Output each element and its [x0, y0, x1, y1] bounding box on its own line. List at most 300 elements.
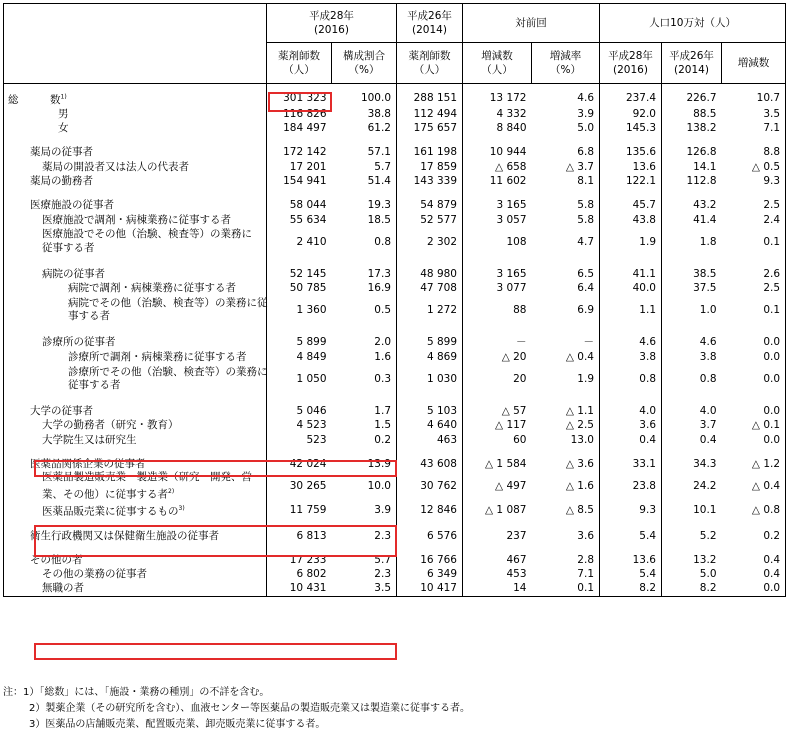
table-cell: 57.1 — [332, 145, 397, 159]
row-label-text: 医薬品販売業に従事するもの — [42, 505, 179, 518]
table-cell: 3.9 — [332, 502, 397, 519]
row-label-text: 大学の従事者 — [30, 405, 93, 418]
table-row — [4, 160, 786, 174]
table-cell: 17 859 — [397, 160, 463, 174]
table-cell: 8.2 — [662, 581, 722, 596]
table-cell: 226.7 — [686, 92, 717, 105]
table-cell: 9.3 — [600, 502, 662, 519]
footnote-3: 3）医薬品の店舗販売業、配置販売業、卸売販売業に従事する者。 — [29, 719, 326, 730]
table-cell: 288 151 — [397, 90, 463, 107]
table-cell: 0.3 — [332, 364, 397, 394]
table-cell: 23.8 — [600, 471, 662, 502]
table-cell: 30 265 — [267, 471, 332, 502]
table-cell: 1.7 — [332, 404, 397, 418]
table-cell: △ 0.4 — [722, 471, 786, 502]
table-row — [4, 581, 786, 596]
table-cell: 1.5 — [332, 418, 397, 432]
table-body — [4, 84, 786, 597]
table-cell: 38.5 — [693, 267, 717, 280]
table-cell: 51.4 — [332, 174, 397, 188]
table-cell: 17.3 — [332, 267, 397, 281]
table-cell: 3 165 — [463, 267, 532, 281]
table-cell: 5.0 — [699, 568, 717, 581]
table-cell: 8 840 — [463, 121, 532, 135]
row-label — [4, 502, 267, 519]
spacer-row — [4, 135, 786, 145]
table-cell: 0.0 — [722, 364, 786, 394]
table-cell: 10.7 — [722, 90, 786, 107]
table-cell: 6.9 — [532, 295, 600, 325]
table-cell: 1 272 — [397, 295, 463, 325]
table-cell: － — [463, 335, 532, 349]
table-row — [4, 213, 786, 227]
table-cell: 6.8 — [532, 145, 600, 159]
table-cell: 10.1 — [693, 504, 717, 516]
row-label — [4, 213, 267, 227]
table-cell: 10.0 — [332, 471, 397, 502]
footnote-ref: 2) — [168, 487, 175, 495]
table-row — [4, 227, 786, 257]
table-cell: 0.4 — [722, 553, 786, 567]
table-cell: △ 0.8 — [722, 502, 786, 519]
table-cell: 100.0 — [332, 90, 397, 107]
table-row — [4, 350, 786, 364]
table-cell: 17 201 — [267, 160, 332, 174]
table-cell: △ 8.5 — [532, 502, 600, 519]
table-cell: 6 349 — [397, 567, 463, 581]
highlight-university-staff — [34, 460, 397, 477]
row-label-text: 総 数 — [8, 93, 61, 106]
table-row — [4, 145, 786, 159]
table-cell: 3.5 — [722, 107, 786, 121]
table-cell: △ 1 087 — [463, 502, 532, 519]
row-label-text: 病院で調剤・病棟業務に従事する者 — [68, 282, 236, 295]
row-label — [4, 227, 267, 257]
table-cell: 154 941 — [267, 174, 332, 188]
table-cell: 3.6 — [600, 418, 662, 432]
table-cell: 37.5 — [693, 282, 717, 295]
table-cell: 467 — [463, 553, 532, 567]
table-cell: 47 708 — [397, 281, 463, 295]
table-cell: 1 050 — [267, 364, 332, 394]
row-label — [4, 364, 267, 394]
table-cell: 145.3 — [600, 121, 662, 135]
table-row — [4, 198, 786, 212]
table-cell: 38.8 — [332, 107, 397, 121]
table-cell: 10 417 — [397, 581, 463, 596]
table-cell: 16 766 — [397, 553, 463, 567]
table-cell: 12 846 — [397, 502, 463, 519]
table-cell: 60 — [463, 433, 532, 447]
table-cell: △ 2.5 — [532, 418, 600, 432]
table-cell: 3.8 — [699, 350, 717, 363]
table-cell: 0.1 — [722, 227, 786, 257]
table-row — [4, 335, 786, 349]
row-label-text: 医療施設で調剤・病棟業務に従事する者 — [42, 213, 231, 226]
table-cell: 3.8 — [600, 350, 662, 364]
header-pharmacists-2016: 薬剤師数 （人） — [267, 43, 332, 84]
table-cell: 2 410 — [267, 227, 332, 257]
table-cell: 463 — [397, 433, 463, 447]
table-cell: 0.0 — [722, 433, 786, 447]
row-label-text: 無職の者 — [42, 582, 84, 595]
pharmacist-statistics-table — [3, 3, 786, 597]
table-cell: 5.8 — [532, 198, 600, 212]
footnote-ref: 1) — [60, 93, 67, 100]
row-label — [4, 267, 267, 281]
table-cell: 1.8 — [699, 235, 717, 248]
table-cell: 52 145 — [267, 267, 332, 281]
table-cell: 0.4 — [722, 567, 786, 581]
table-row — [4, 267, 786, 281]
row-label-text: 診療所の従事者 — [42, 336, 116, 349]
table-cell: 122.1 — [600, 174, 662, 188]
spacer-row — [4, 325, 786, 335]
row-label — [4, 581, 267, 596]
table-cell: 0.1 — [722, 295, 786, 325]
row-label — [4, 433, 267, 447]
table-row — [4, 121, 786, 135]
table-cell: 3 077 — [463, 281, 532, 295]
table-cell: 4 332 — [463, 107, 532, 121]
table-cell: △ 497 — [463, 471, 532, 502]
table-cell: 8.8 — [722, 145, 786, 159]
footnotes — [3, 685, 470, 733]
table-cell: 45.7 — [600, 198, 662, 212]
table-cell: 172 142 — [267, 145, 332, 159]
table-cell: 11 602 — [463, 174, 532, 188]
row-label-text: 大学の勤務者（研究・教育） — [42, 419, 179, 432]
table-cell: 34.3 — [693, 457, 717, 470]
table-cell: 13.6 — [600, 160, 662, 174]
table-cell: 0.5 — [332, 295, 397, 325]
table-cell: 5 103 — [397, 404, 463, 418]
table-cell: 184 497 — [267, 121, 332, 135]
row-label-text: 医療施設の従事者 — [30, 199, 114, 212]
table-cell: 0.0 — [722, 335, 786, 349]
table-cell: 2.5 — [722, 198, 786, 212]
table-cell: 138.2 — [686, 122, 717, 135]
table-cell: △ 658 — [463, 160, 532, 174]
table-cell: 4.6 — [600, 335, 662, 349]
table-cell: 48 980 — [397, 267, 463, 281]
table-cell: 1.6 — [332, 350, 397, 364]
table-cell: 16.9 — [332, 281, 397, 295]
table-cell: △ 1.2 — [722, 457, 786, 471]
spacer-row — [4, 188, 786, 198]
table-cell: 5.4 — [600, 567, 662, 581]
table-cell: 2.6 — [722, 267, 786, 281]
table-cell: 13 172 — [463, 90, 532, 107]
row-label-text: 医療施設でその他（治験、検査等）の業務に従事する者 — [42, 228, 252, 254]
header-row-label — [4, 4, 267, 84]
header-per100k-change: 増減数 — [722, 43, 786, 84]
row-label-text: その他の者 — [30, 553, 83, 566]
row-label-text: 女 — [58, 122, 69, 135]
table-cell: 6 813 — [267, 529, 332, 543]
table-cell: 161 198 — [397, 145, 463, 159]
table-row — [4, 281, 786, 295]
table-cell: 143 339 — [397, 174, 463, 188]
table-cell: 5 899 — [267, 335, 332, 349]
table-row — [4, 418, 786, 432]
row-label-text: 病院でその他（治験、検査等）の業務に従事する者 — [68, 296, 268, 323]
table-cell: 3 165 — [463, 198, 532, 212]
table-cell: 175 657 — [397, 121, 463, 135]
row-label — [4, 281, 267, 295]
table-cell: △ 1.6 — [532, 471, 600, 502]
spacer-row — [4, 394, 786, 404]
table-cell: 14 — [463, 581, 532, 596]
table-cell: 6 576 — [397, 529, 463, 543]
table-cell: △ 0.4 — [532, 350, 600, 364]
table-cell: △ 3.7 — [532, 160, 600, 174]
table-cell: 5.7 — [332, 160, 397, 174]
highlight-total — [268, 92, 332, 112]
table-cell: 5 046 — [267, 404, 332, 418]
table-row — [4, 107, 786, 121]
row-label-text: 病院の従事者 — [42, 267, 105, 280]
table-cell: 1 360 — [267, 295, 332, 325]
table-cell: 1.1 — [600, 295, 662, 325]
table-cell: 13.6 — [600, 553, 662, 567]
table-cell: 6 802 — [267, 567, 332, 581]
row-label-text: 診療所でその他（治験、検査等）の業務に従事する者 — [68, 365, 268, 392]
row-label — [4, 295, 267, 325]
table-cell: △ 0.1 — [722, 418, 786, 432]
row-label — [4, 174, 267, 188]
table-cell: 7.1 — [722, 121, 786, 135]
table-cell: 10 944 — [463, 145, 532, 159]
table-cell: 5.7 — [332, 553, 397, 567]
table-cell: 24.2 — [693, 480, 717, 493]
header-composition: 構成割合 （%） — [332, 43, 397, 84]
table-cell: 54 879 — [397, 198, 463, 212]
table-cell: 237.4 — [600, 90, 662, 107]
table-cell: △ 57 — [463, 404, 532, 418]
table-row — [4, 502, 786, 519]
row-label-text: 男 — [58, 107, 69, 120]
row-label — [4, 160, 267, 174]
table-cell: 3.7 — [699, 419, 717, 432]
table-cell: 7.1 — [532, 567, 600, 581]
row-label-text: 医薬品関係企業の従事者 — [30, 457, 146, 470]
row-label-text: 薬局の開設者又は法人の代表者 — [42, 160, 189, 173]
header-2016: 平成28年 (2016) — [267, 4, 397, 43]
table-row — [4, 364, 786, 394]
table-cell: 5.4 — [600, 529, 662, 543]
table-row — [4, 295, 786, 325]
table-cell: 453 — [463, 567, 532, 581]
table-cell: 0.0 — [722, 350, 786, 364]
footnote-2: 2）製薬企業（その研究所を含む）、血液センター等医薬品の製造販売業又は製造業に従事する者。 — [29, 703, 470, 714]
table-cell: 41.4 — [693, 213, 717, 226]
table-cell: 88 — [463, 295, 532, 325]
table-cell: △ 117 — [463, 418, 532, 432]
row-label — [4, 121, 267, 135]
table-cell: 301 323 — [267, 90, 332, 107]
table-cell: 0.4 — [600, 433, 662, 447]
table-cell: 6.5 — [532, 267, 600, 281]
table-cell: 3 057 — [463, 213, 532, 227]
table-cell: 237 — [463, 529, 532, 543]
table-cell: 17 233 — [267, 553, 332, 567]
table-cell: 8.1 — [532, 174, 600, 188]
row-label — [4, 145, 267, 159]
table-row — [4, 90, 786, 107]
footnote-1: 注：1）「総数」には、「施設・業務の種別」の不詳を含む。 — [3, 687, 270, 698]
row-label-text: その他の業務の従事者 — [42, 568, 147, 581]
table-cell: 43 608 — [397, 457, 463, 471]
table-cell: △ 1.1 — [532, 404, 600, 418]
header-per100k-2016: 平成28年 (2016) — [600, 43, 662, 84]
table-cell: 4.6 — [699, 336, 717, 349]
table-cell: 4.6 — [532, 90, 600, 107]
table-cell: 2.0 — [332, 335, 397, 349]
table-cell: 523 — [267, 433, 332, 447]
table-cell: 52 577 — [397, 213, 463, 227]
table-cell: 88.5 — [693, 107, 717, 120]
row-label — [4, 335, 267, 349]
table-cell: 20 — [463, 364, 532, 394]
row-label-text: 診療所で調剤・病棟業務に従事する者 — [68, 350, 247, 363]
table-row — [4, 174, 786, 188]
footnote-ref: 3) — [178, 504, 185, 512]
row-label-text: 衛生行政機関又は保健衛生施設の従事者 — [30, 529, 219, 542]
table-cell: 13.2 — [693, 553, 717, 566]
header-change-count: 増減数 （人） — [463, 43, 532, 84]
row-label — [4, 567, 267, 581]
header-change-rate: 増減率 （%） — [532, 43, 600, 84]
table-cell: 2 302 — [397, 227, 463, 257]
table-cell: 1 030 — [397, 364, 463, 394]
table-cell: △ 20 — [463, 350, 532, 364]
table-cell: 0.8 — [332, 227, 397, 257]
table-cell: 3.6 — [532, 529, 600, 543]
table-cell: 0.0 — [722, 581, 786, 596]
table-cell: 1.9 — [532, 364, 600, 394]
table-cell: 5.2 — [699, 529, 717, 542]
table-cell: 14.1 — [693, 160, 717, 173]
header-per-100k: 人口10万対（人） — [600, 4, 786, 43]
highlight-other-work — [34, 643, 397, 660]
header-per100k-2014: 平成26年 (2014) — [662, 43, 722, 84]
table-cell: 108 — [463, 227, 532, 257]
table-cell: 2.3 — [332, 529, 397, 543]
table-cell: 116 826 — [267, 107, 332, 121]
table-cell: 5.0 — [532, 121, 600, 135]
highlight-manufacturing — [34, 525, 397, 557]
table-cell: 4.7 — [532, 227, 600, 257]
pharmacist-table-container — [3, 3, 785, 597]
table-row — [4, 567, 786, 581]
table-cell: 4 849 — [267, 350, 332, 364]
table-cell: △ 3.6 — [532, 457, 600, 471]
row-label-text: 大学院生又は研究生 — [42, 433, 137, 446]
row-label — [4, 350, 267, 364]
row-label-text: 医薬品製造販売業・製造業（研究・開発、営業、その他）に従事する者 — [42, 471, 252, 501]
table-cell: 0.1 — [532, 581, 600, 596]
table-cell: 0.4 — [699, 433, 717, 446]
spacer-row — [4, 257, 786, 267]
header-pharmacists-2014: 薬剤師数 （人） — [397, 43, 463, 84]
table-cell: 50 785 — [267, 281, 332, 295]
spacer-row — [4, 447, 786, 457]
table-row — [4, 433, 786, 447]
table-cell: 0.8 — [600, 364, 662, 394]
table-cell: 2.5 — [722, 281, 786, 295]
table-cell: 43.2 — [693, 199, 717, 212]
table-cell: 3.9 — [532, 107, 600, 121]
row-label — [4, 107, 267, 121]
table-row — [4, 404, 786, 418]
table-cell: － — [532, 335, 600, 349]
table-cell: 43.8 — [600, 213, 662, 227]
table-cell: 126.8 — [686, 146, 717, 159]
row-label-text: 薬局の勤務者 — [30, 174, 93, 187]
table-cell: 18.5 — [332, 213, 397, 227]
table-cell: 135.6 — [600, 145, 662, 159]
table-cell: 4 640 — [397, 418, 463, 432]
table-cell: 19.3 — [332, 198, 397, 212]
table-cell: 2.8 — [532, 553, 600, 567]
table-cell: 10 431 — [267, 581, 332, 596]
table-cell: 11 759 — [267, 502, 332, 519]
table-cell: 6.4 — [532, 281, 600, 295]
table-cell: 1.9 — [600, 227, 662, 257]
table-cell: 9.3 — [722, 174, 786, 188]
table-cell: 2.4 — [722, 213, 786, 227]
table-cell: 40.0 — [600, 281, 662, 295]
row-label — [4, 90, 267, 107]
row-label-text: 薬局の従事者 — [30, 146, 93, 159]
table-cell: 0.2 — [332, 433, 397, 447]
row-label — [4, 404, 267, 418]
table-cell: 30 762 — [397, 471, 463, 502]
table-cell: 0.2 — [722, 529, 786, 543]
table-cell: 41.1 — [600, 267, 662, 281]
table-cell: 13.0 — [532, 433, 600, 447]
table-cell: 3.5 — [332, 581, 397, 596]
row-label — [4, 198, 267, 212]
table-cell: 0.8 — [699, 372, 717, 385]
table-cell: 58 044 — [267, 198, 332, 212]
table-cell: △ 1 584 — [463, 457, 532, 471]
table-cell: 4 869 — [397, 350, 463, 364]
table-cell: 5 899 — [397, 335, 463, 349]
row-label — [4, 418, 267, 432]
table-cell: 8.2 — [600, 581, 662, 596]
table-cell: 2.3 — [332, 567, 397, 581]
table-cell: 33.1 — [600, 457, 662, 471]
table-cell: 13.9 — [332, 457, 397, 471]
table-cell: 4 523 — [267, 418, 332, 432]
table-cell: 55 634 — [267, 213, 332, 227]
header-2014: 平成26年 (2014) — [397, 4, 463, 43]
table-cell: 112 494 — [397, 107, 463, 121]
table-cell: △ 0.5 — [722, 160, 786, 174]
table-cell: 0.0 — [722, 404, 786, 418]
table-cell: 4.0 — [600, 404, 662, 418]
table-cell: 5.8 — [532, 213, 600, 227]
table-cell: 42 024 — [267, 457, 332, 471]
header-vs-previous: 対前回 — [463, 4, 600, 43]
table-cell: 92.0 — [600, 107, 662, 121]
table-cell: 61.2 — [332, 121, 397, 135]
table-cell: 112.8 — [686, 174, 717, 187]
table-cell: 1.0 — [699, 304, 717, 317]
table-cell: 4.0 — [699, 405, 717, 418]
